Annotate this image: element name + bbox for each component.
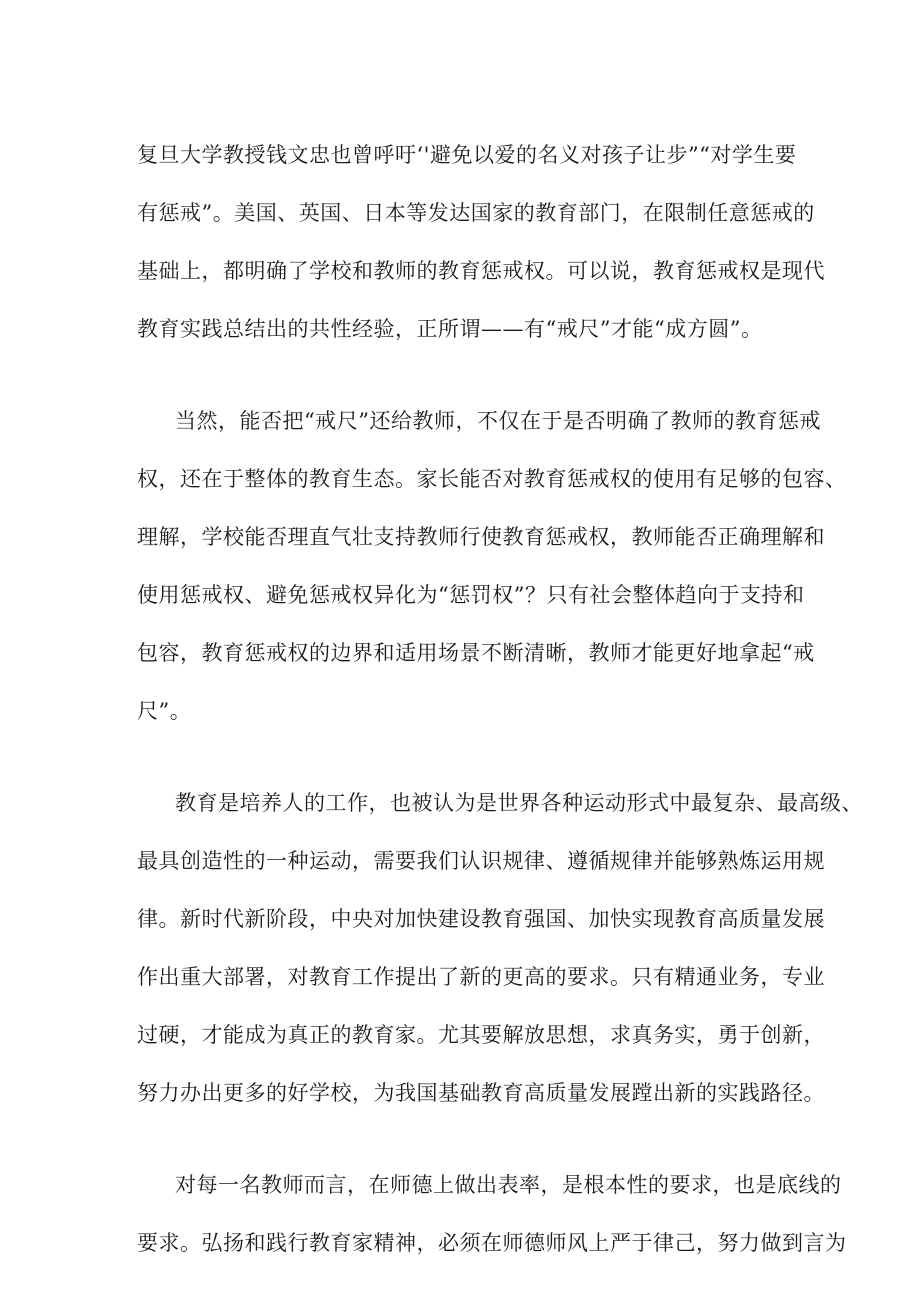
- paragraph-1: [137, 126, 825, 358]
- paragraph-line: 要求。弘扬和践行教育家精神，必须在师德师风上严于律己，努力做到言为: [137, 1231, 847, 1255]
- paragraph-3: [137, 774, 863, 1122]
- paragraph-line: 教育实践总结出的共性经验，正所谓——有“戒尺”才能“成方圆”。: [137, 317, 763, 341]
- paragraph-2: [137, 392, 847, 740]
- paragraph-line: 当然，能否把“戒尺”还给教师，不仅在于是否明确了教师的教育惩戒: [175, 409, 821, 433]
- paragraph-line: 权，还在于整体的教育生态。家长能否对教育惩戒权的使用有足够的包容、: [137, 467, 847, 491]
- paragraph-line: 教育是培养人的工作，也被认为是世界各种运动形式中最复杂、最高级、: [175, 791, 863, 815]
- paragraph-line: 努力办出更多的好学校，为我国基础教育高质量发展蹚出新的实践路径。: [137, 1081, 825, 1105]
- paragraph-line: 最具创造性的一种运动，需要我们认识规律、遵循规律并能够熟炼运用规: [137, 849, 825, 873]
- paragraph-line: 使用惩戒权、避免惩戒权异化为“惩罚权”？只有社会整体趋向于支持和: [137, 583, 805, 607]
- paragraph-line: 基础上，都明确了学校和教师的教育惩戒权。可以说，教育惩戒权是现代: [137, 259, 825, 283]
- paragraph-line: 理解，学校能否理直气壮支持教师行使教育惩戒权，教师能否正确理解和: [137, 525, 825, 549]
- paragraph-line: 尺”。: [137, 699, 192, 723]
- paragraph-line: 对每一名教师而言，在师德上做出表率，是根本性的要求，也是底线的: [175, 1173, 842, 1197]
- paragraph-4: [137, 1156, 847, 1272]
- paragraph-line: 律。新时代新阶段，中央对加快建设教育强国、加快实现教育高质量发展: [137, 907, 825, 931]
- paragraph-line: 包容，教育惩戒权的边界和适用场景不断清晰，教师才能更好地拿起“戒: [137, 641, 815, 665]
- paragraph-line: 复旦大学教授钱文忠也曾呼吁‘'避免以爱的名义对孩子让步”“对学生要: [137, 143, 797, 167]
- paragraph-line: 过硬，才能成为真正的教育家。尤其要解放思想，求真务实，勇于创新，: [137, 1023, 825, 1047]
- paragraph-line: 作出重大部署，对教育工作提出了新的更高的要求。只有精通业务，专业: [137, 965, 825, 989]
- document-body: [137, 126, 863, 1306]
- paragraph-line: 有惩戒”。美国、英国、日本等发达国家的教育部门，在限制任意惩戒的: [137, 201, 815, 225]
